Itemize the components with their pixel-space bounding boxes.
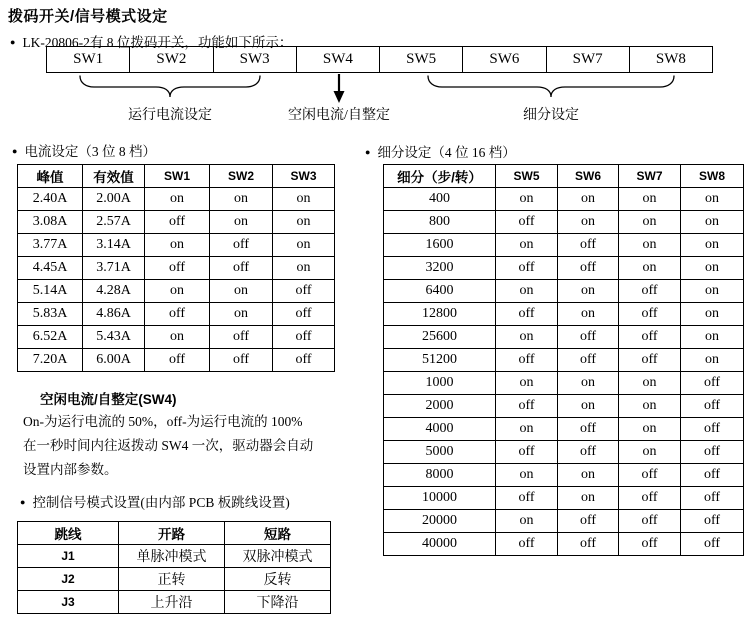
table-cell: 7.20A [18,349,83,372]
current-section-title: 电流设定（3 位 8 档） [24,144,157,159]
idle-current-heading: 空闲电流/自整定(SW4) [40,392,177,407]
table-cell: 3.77A [18,234,83,257]
table-cell: on [558,372,619,395]
table-cell: off [273,349,335,372]
dip-cell-sw3: SW3 [213,47,296,72]
table-cell: on [496,188,558,211]
table-row [384,326,744,349]
table-cell: on [145,234,210,257]
table-cell: 4000 [384,418,496,441]
dip-switch-bar [46,46,713,73]
idle-current-label: 空闲电流/自整定 [288,108,390,123]
column-header: 细分（步/转） [384,165,496,188]
table-cell: off [681,510,744,533]
idle-line-3: 设置内部参数。 [23,462,118,477]
underbrace-left-icon [80,76,260,97]
table-cell: on [273,211,335,234]
table-row [384,464,744,487]
table-cell: off [619,487,681,510]
column-header: SW1 [145,165,210,188]
table-cell: 25600 [384,326,496,349]
table-cell: off [619,303,681,326]
table-row [384,188,744,211]
brace-arrow-graphics [0,72,752,106]
table-cell: 6.52A [18,326,83,349]
table-row [384,533,744,556]
table-cell: on [273,188,335,211]
table-cell: off [496,257,558,280]
idle-line-1: On-为运行电流的 50%，off-为运行电流的 100% [23,414,303,429]
table-cell: 双脉冲模式 [225,545,331,568]
table-row [384,372,744,395]
table-cell: 单脉冲模式 [119,545,225,568]
table-cell: 10000 [384,487,496,510]
table-cell: 2000 [384,395,496,418]
table-cell: off [681,487,744,510]
table-cell: off [273,303,335,326]
header-row [384,165,744,188]
table-cell: on [558,211,619,234]
table-cell: 40000 [384,533,496,556]
table-cell: on [558,464,619,487]
table-cell: 4.86A [83,303,145,326]
table-cell: on [681,234,744,257]
table-cell: 5.14A [18,280,83,303]
table-cell: 12800 [384,303,496,326]
table-cell: 5.83A [18,303,83,326]
table-cell: off [619,326,681,349]
table-cell: 反转 [225,568,331,591]
table-cell: on [558,303,619,326]
table-cell: off [619,533,681,556]
idle-line-2: 在一秒时间内往返拨动 SW4 一次，驱动器会自动 [23,438,314,453]
table-cell: off [558,510,619,533]
table-row [384,257,744,280]
table-row [18,545,331,568]
table-cell: 上升沿 [119,591,225,614]
table-cell: on [558,395,619,418]
table-cell: 3.71A [83,257,145,280]
table-cell: off [273,326,335,349]
table-cell: off [496,211,558,234]
table-cell: on [558,280,619,303]
column-header: 开路 [119,522,225,545]
column-header: 峰值 [18,165,83,188]
table-cell: off [558,257,619,280]
dip-cell-sw6: SW6 [462,47,545,72]
table-row [18,591,331,614]
table-cell: off [273,280,335,303]
table-cell: off [681,395,744,418]
table-cell: off [681,418,744,441]
table-cell: on [496,280,558,303]
table-cell: on [681,211,744,234]
table-cell: off [558,326,619,349]
table-cell: on [619,395,681,418]
table-cell: 1600 [384,234,496,257]
table-cell: on [558,188,619,211]
bullet-icon: ● [10,37,16,47]
table-cell: on [681,257,744,280]
table-cell: on [496,510,558,533]
idle-current-description [23,410,363,482]
down-arrow-icon [334,91,345,103]
table-cell: on [619,188,681,211]
table-cell: on [496,464,558,487]
table-cell: off [496,533,558,556]
table-cell: on [619,211,681,234]
table-cell: 400 [384,188,496,211]
microstep-table [383,164,744,556]
table-cell: on [273,257,335,280]
table-cell: on [210,303,273,326]
microstep-label: 细分设定 [523,108,579,123]
table-row [18,326,335,349]
table-cell: 4.28A [83,280,145,303]
table-cell: off [619,280,681,303]
table-cell: 3.08A [18,211,83,234]
column-header: SW6 [558,165,619,188]
table-cell: on [145,326,210,349]
table-row [384,487,744,510]
table-cell: 6400 [384,280,496,303]
dip-cell-sw5: SW5 [379,47,462,72]
table-cell: 1000 [384,372,496,395]
table-cell: on [619,234,681,257]
table-cell: on [681,326,744,349]
table-cell: 4.45A [18,257,83,280]
column-header: SW2 [210,165,273,188]
table-cell: off [681,533,744,556]
table-cell: off [210,349,273,372]
table-cell: off [496,349,558,372]
run-current-label: 运行电流设定 [128,108,212,123]
table-cell: off [496,487,558,510]
table-cell: on [681,280,744,303]
table-row [384,303,744,326]
header-row [18,522,331,545]
table-cell: off [619,464,681,487]
column-header: 短路 [225,522,331,545]
table-cell: on [619,372,681,395]
table-cell: on [496,372,558,395]
table-cell: on [210,188,273,211]
table-cell: 5000 [384,441,496,464]
column-header: 有效值 [83,165,145,188]
bullet-icon: ● [12,146,18,156]
header-row [18,165,335,188]
table-cell: off [558,441,619,464]
table-cell: J1 [18,545,119,568]
table-cell: J2 [18,568,119,591]
table-cell: off [558,349,619,372]
table-cell: off [496,395,558,418]
table-cell: off [619,510,681,533]
table-cell: off [681,372,744,395]
table-cell: on [210,211,273,234]
table-cell: 正转 [119,568,225,591]
table-row [18,349,335,372]
table-cell: on [496,418,558,441]
table-cell: on [558,487,619,510]
table-cell: off [619,349,681,372]
table-cell: on [619,441,681,464]
table-cell: 下降沿 [225,591,331,614]
table-cell: on [210,280,273,303]
table-row [18,257,335,280]
table-cell: 51200 [384,349,496,372]
table-cell: 800 [384,211,496,234]
table-cell: J3 [18,591,119,614]
microstep-section-bullet [365,141,516,161]
column-header: SW3 [273,165,335,188]
table-cell: 5.43A [83,326,145,349]
table-cell: on [145,188,210,211]
table-row [384,234,744,257]
table-row [384,510,744,533]
microstep-section-title: 细分设定（4 位 16 档） [377,145,516,160]
dip-cell-sw8: SW8 [629,47,712,72]
current-section-bullet [12,140,156,160]
table-cell: off [145,349,210,372]
table-cell: off [145,257,210,280]
table-cell: off [210,234,273,257]
column-header: SW8 [681,165,744,188]
table-row [18,234,335,257]
table-cell: 3200 [384,257,496,280]
underbrace-right-icon [428,76,674,97]
jumper-table [17,521,331,614]
column-header: 跳线 [18,522,119,545]
table-cell: off [558,418,619,441]
table-row [384,349,744,372]
column-header: SW7 [619,165,681,188]
table-cell: on [681,349,744,372]
table-row [18,280,335,303]
signal-section-bullet [20,491,290,511]
table-cell: off [558,234,619,257]
table-cell: off [558,533,619,556]
table-cell: on [145,280,210,303]
dip-cell-sw4: SW4 [296,47,379,72]
dip-cell-sw2: SW2 [129,47,212,72]
dip-cell-sw7: SW7 [546,47,629,72]
table-row [384,441,744,464]
table-cell: off [681,441,744,464]
table-cell: off [496,441,558,464]
table-row [384,211,744,234]
table-row [18,303,335,326]
table-cell: on [619,257,681,280]
table-cell: off [210,326,273,349]
table-cell: on [681,303,744,326]
bullet-icon: ● [365,147,371,157]
table-row [18,568,331,591]
table-row [18,211,335,234]
table-cell: 2.40A [18,188,83,211]
table-row [18,188,335,211]
table-cell: off [145,303,210,326]
table-cell: off [681,464,744,487]
table-cell: on [619,418,681,441]
table-cell: on [496,234,558,257]
table-cell: off [145,211,210,234]
table-cell: 8000 [384,464,496,487]
dip-cell-sw1: SW1 [73,51,104,67]
signal-section-title: 控制信号模式设置(由内部 PCB 板跳线设置) [32,495,290,510]
table-cell: off [496,303,558,326]
page-title: 拨码开关/信号模式设定 [8,8,168,25]
bullet-icon: ● [20,497,26,507]
table-row [384,418,744,441]
table-row [384,395,744,418]
table-cell: off [210,257,273,280]
table-row [384,280,744,303]
table-cell: on [496,326,558,349]
column-header: SW5 [496,165,558,188]
table-cell: 20000 [384,510,496,533]
table-cell: 2.57A [83,211,145,234]
intro-text: LK-20806-2有 8 位拨码开关，功能如下所示： [22,35,293,50]
table-cell: on [681,188,744,211]
table-cell: 2.00A [83,188,145,211]
table-cell: 3.14A [83,234,145,257]
table-cell: 6.00A [83,349,145,372]
table-cell: on [273,234,335,257]
current-table [17,164,335,372]
